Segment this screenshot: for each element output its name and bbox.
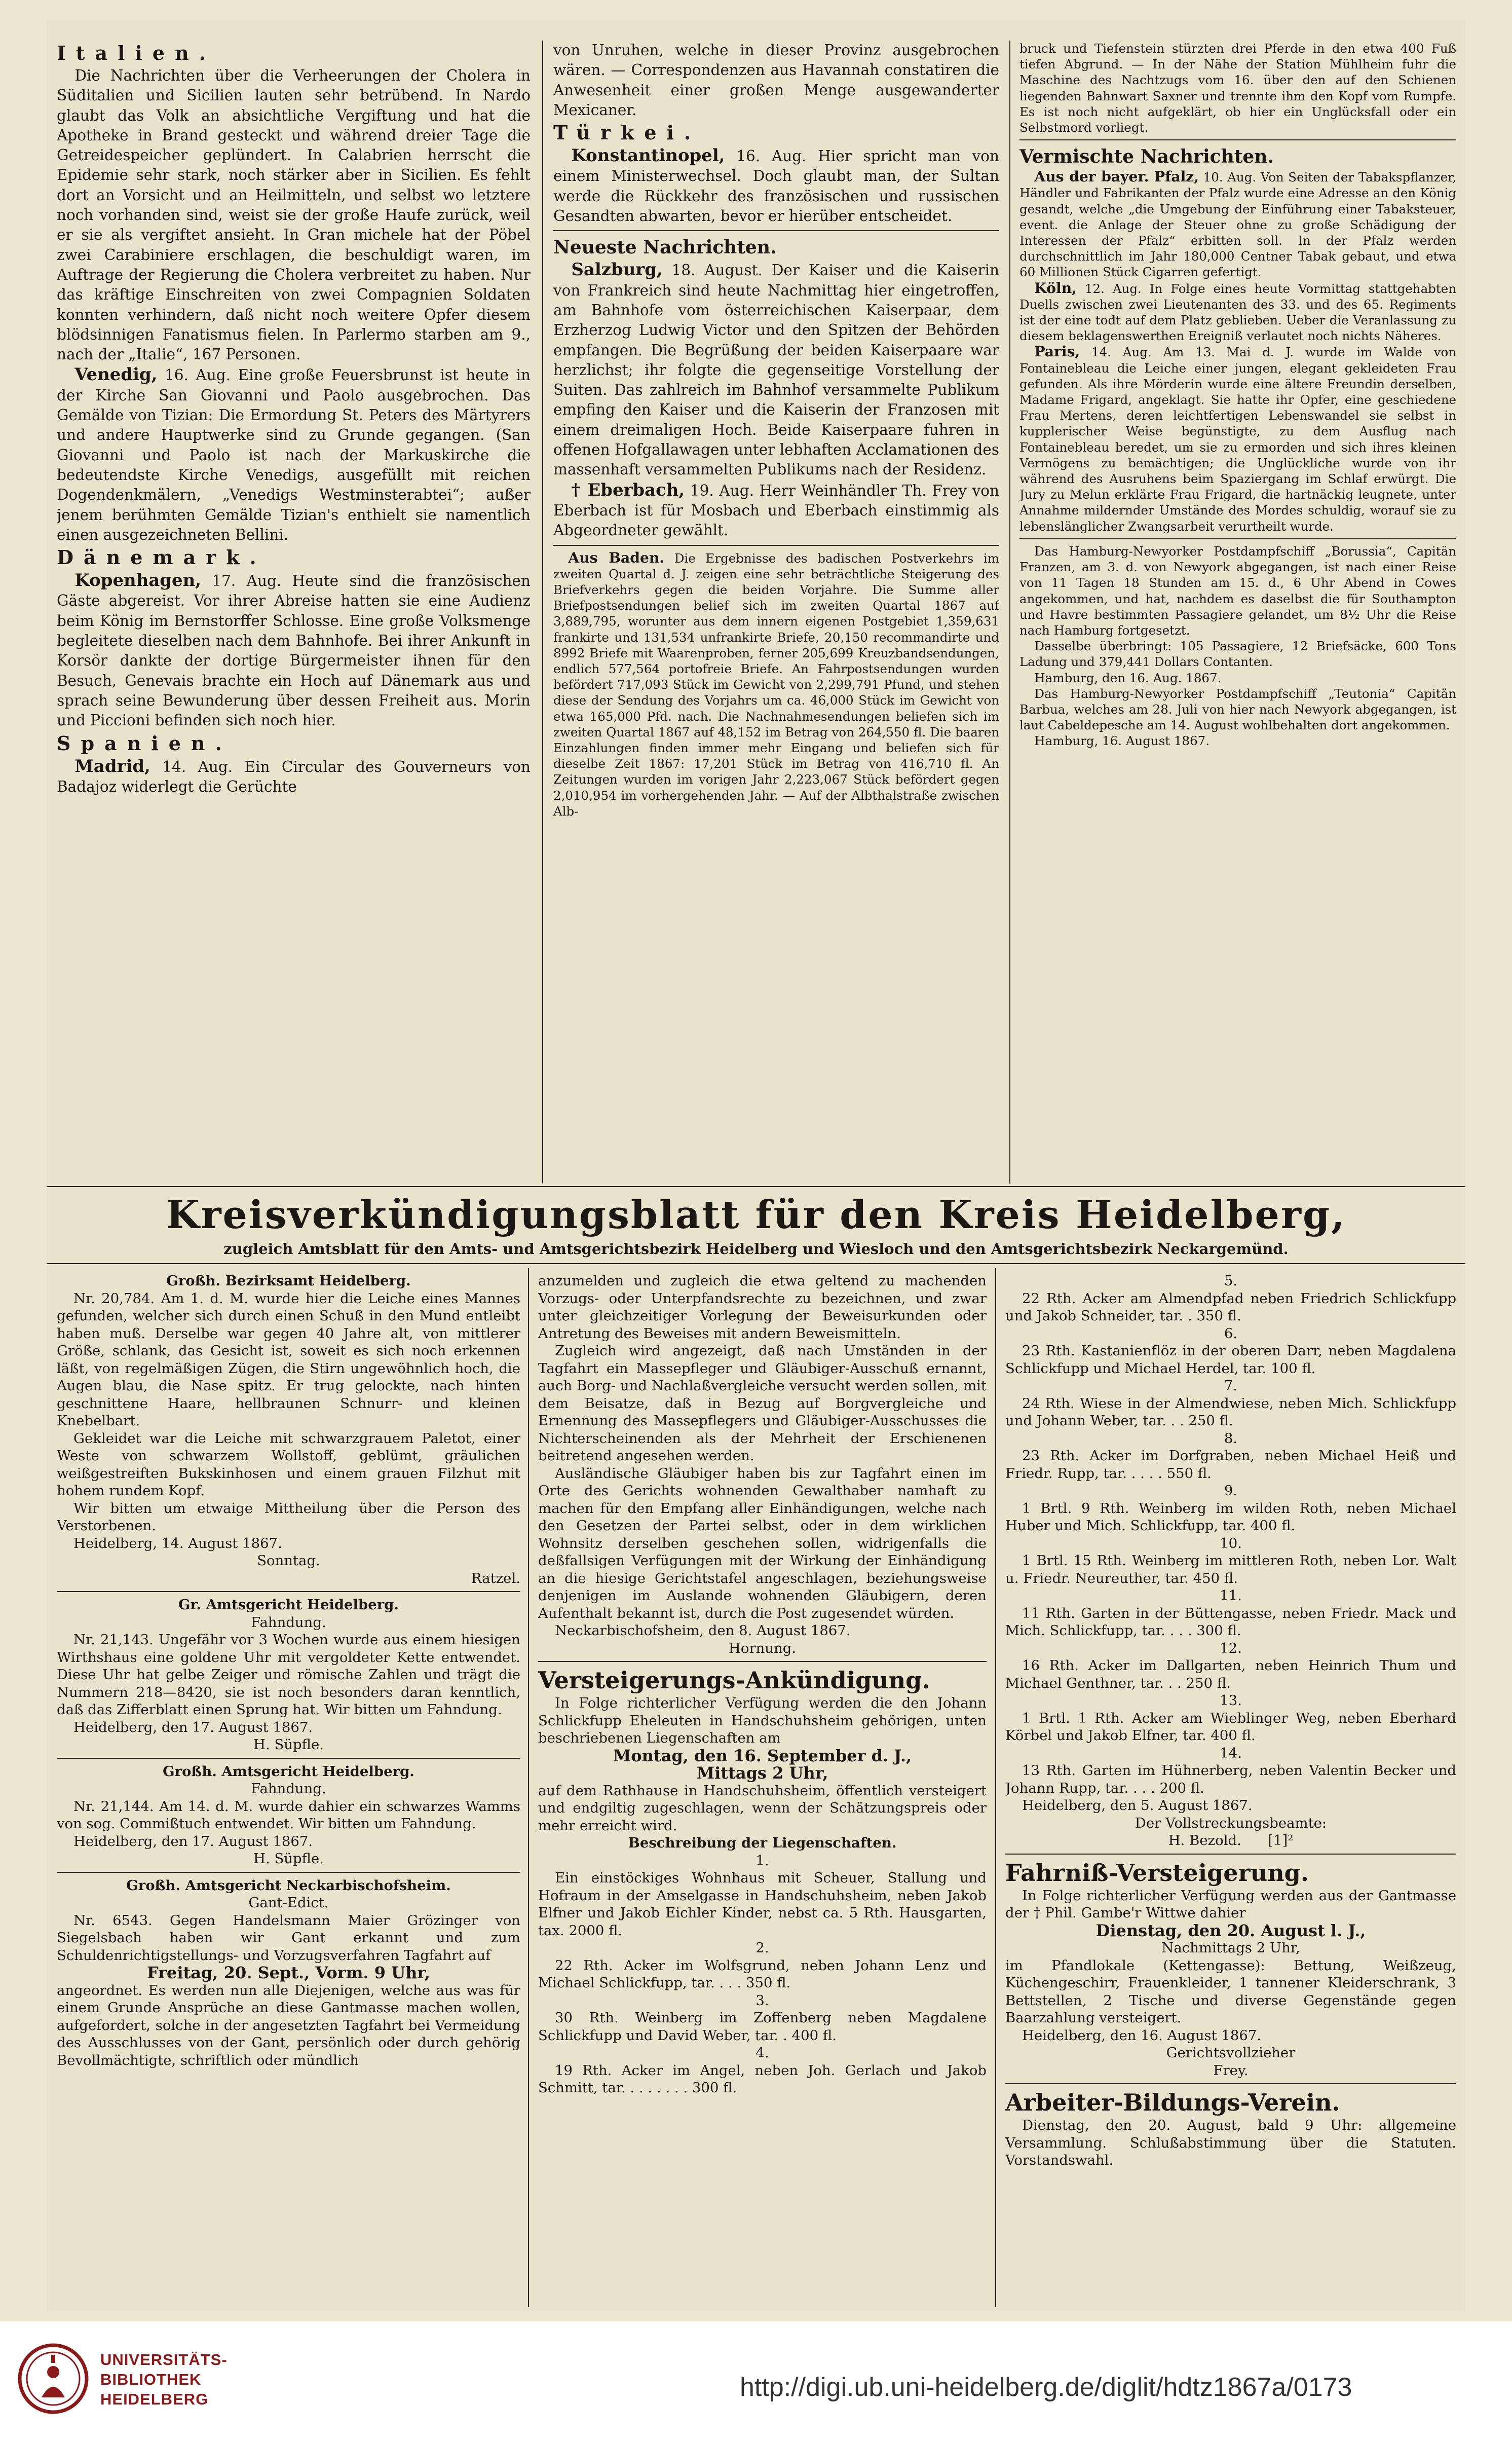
article-venedig (57, 364, 531, 545)
section-heading-vermischte: Vermischte Nachrichten. (1019, 146, 1274, 168)
notice-date: Heidelberg, den 17. August 1867. (73, 1833, 313, 1850)
auction-time: Mittags 2 Uhr, (696, 1763, 828, 1783)
lot-number: 11. (1220, 1587, 1242, 1604)
auction-heading: Fahrniß-Versteigerung. (1005, 1859, 1309, 1887)
divider (57, 1872, 520, 1873)
notice-text: Dienstag, den 20. August, bald 9 Uhr: allgemeine Versammlung. Schlußabstimmung über die Statuten. Vorstandswahl. (1005, 2117, 1456, 2168)
notice-text: Ausländische Gläubiger haben bis zur Tagfahrt einen im Orte des Gerichts wohnenden Gewalthaber namhaft zu machen für den Empfang aller Einhändigungen, welche nach den Gesetzen der Partei selbst, oder in dem wirklichen Wohnsitz derselben geschehen sollen, widrigenfalls die deßfallsigen Verfügungen mit der Wirkung der Einhändigung an die hiesige Gerichtstafel angeschlagen, beziehungsweise denjenigen im Auslande wohnenden Gläubigern, deren Aufenthalt bekannt ist, durch die Post zugesendet würden. (538, 1465, 987, 1621)
shipping-notice-cargo: Dasselbe überbringt: 105 Passagiere, 12 Briefsäcke, 600 Tons Ladung und 379,441 Dollars Contanten. (1019, 639, 1456, 670)
article-text: 14. Aug. Am 13. Mai d. J. wurde im Walde von Fontainebleau die Leiche einer jungen, elegant gekleideten Frau gefunden. Als ihre Mörderin wurde eine ältere Freundin derselben, Madame Frigard, angeklagt. Sie hatte ihr Opfer, eine geschiedene Frau Mertens, deren leichtfertigen Lebenswandel sie selbst in kupplerischer Weise begünstigte, zu dem Ausflug nach Fontainebleau beredet, um sie zu ermorden und sich ihres kleinen Vermögens zu bemächtigen; die Unglückliche wurde von ihr während des Ausruhens beim Spaziergang im Schlaf erwürgt. Die Jury zu Melun erklärte Frau Frigard, die hartnäckig leugnete, unter Annahme mildernder Umstände des Mordes schuldig, worauf sie zu lebenslänglicher Zwangsarbeit verurtheilt wurde. (1019, 345, 1456, 534)
article-continuation: von Unruhen, welche in dieser Provinz ausgebrochen wären. — Correspondenzen aus Havannah constatiren die Anwesenheit einer großen Menge ausgewanderter Mexicaner. (553, 42, 999, 119)
article-text: 12. Aug. In Folge eines heute Vormittag stattgehabten Duells zwischen zwei Lieutenanten des 33. und des 65. Regiments ist der eine todt auf dem Platz geblieben. Ueber die Veranlassung zu diesem beklagenswerthen Ereigniß verlautet noch nichts Näheres. (1019, 281, 1456, 344)
auction-heading: Versteigerungs-Ankündigung. (538, 1667, 930, 1694)
notice-text: Nr. 20,784. Am 1. d. M. wurde hier die Leiche eines Mannes gefunden, welcher sich durch einen Schuß in den Mund entleibt haben muß. Derselbe war gegen 40 Jahre alt, von mittlerer Größe, schlank, das Gesicht ist, soweit es sich noch erkennen läßt, von regelmäßigen Zügen, die Stirn ungewöhnlich hoch, die Augen blau, die Nase spitz. Er trug gelockte, nach hinten geschnittene Haare, hellbraunen Schnurr- und kleinen Knebelbart. (57, 1290, 520, 1429)
dateline-place: Aus Baden. (568, 549, 665, 566)
shipping-notice-borussia: Das Hamburg-Newyorker Postdampfschiff „Borussia“, Capitän Franzen, am 3. d. von Newyork abgegangen, ist nach einer Reise von 11 Tagen 18 Stunden am 15. d., 6 Uhr Abend in Cowes angekommen, und hat, nachdem es daselbst die für Southampton und Havre bestimmten Passagiere gelandet, um 8½ Uhr die Reise nach Hamburg fortgesetzt. (1019, 543, 1456, 638)
article-madrid (57, 756, 531, 797)
association-heading: Arbeiter-Bildungs-Verein. (1005, 2089, 1340, 2116)
column-rule (1009, 41, 1010, 1183)
notice-heading: Gr. Amtsgericht Heidelberg. (178, 1597, 399, 1613)
library-name (100, 2350, 228, 2409)
lot-number: 4. (755, 2045, 769, 2061)
lot-number: 9. (1224, 1483, 1238, 1499)
divider (1019, 538, 1456, 539)
lot-description: 1 Brtl. 15 Rth. Weinberg im mittleren Roth, neben Lor. Walt u. Friedr. Neureuther, tar. 450 fl. (1005, 1552, 1456, 1586)
lot-description: Ein einstöckiges Wohnhaus mit Scheuer, Stallung und Hofraum in der Amselgasse in Handschuhsheim, neben Jakob Elfner und Jakob Eichler Kinder, nebst ca. 5 Rth. Hausgarten, tax. 2000 fl. (538, 1870, 987, 1939)
lot-number: 13. (1220, 1692, 1242, 1709)
divider (538, 1661, 987, 1662)
shipping-notice-date: Hamburg, den 16. Aug. 1867. (1034, 670, 1222, 685)
library-footer (0, 2321, 1512, 2441)
auction-date: Montag, den 16. September d. J., (613, 1746, 912, 1765)
lot-description: 22 Rth. Acker im Wolfsgrund, neben Johann Lenz und Michael Schlickfupp, tar. . . . 350 fl. (538, 1957, 987, 1991)
divider (553, 545, 999, 546)
notices-column-3 (1005, 1272, 1456, 2306)
auction-date: Dienstag, den 20. August l. J., (1095, 1920, 1366, 1940)
divider (57, 1591, 520, 1592)
notice-signature: Frey. (1213, 2062, 1249, 2079)
notice-text: auf dem Rathhause in Handschuhsheim, öffentlich versteigert und endgiltig zugeschlagen, wenn der Schätzungspreis oder mehr erreicht wird. (538, 1782, 987, 1834)
university-seal-icon (15, 2341, 91, 2417)
lot-number: 2. (755, 1940, 769, 1956)
library-name-line: BIBLIOTHEK (100, 2371, 202, 2388)
lot-description: 22 Rth. Acker am Almendpfad neben Friedrich Schlickfupp und Jakob Schneider, tar. . 350 fl. (1005, 1290, 1456, 1324)
notice-text: In Folge richterlicher Verfügung werden aus der Gantmasse der † Phil. Gambe'r Wittwe dahier (1005, 1887, 1456, 1921)
lot-number: 10. (1220, 1535, 1242, 1551)
article-text: 14. Aug. Ein Circular des Gouverneurs von Badajoz widerlegt die Gerüchte (57, 758, 531, 795)
notice-signature: H. Süpfle. (253, 1736, 324, 1753)
section-heading-neueste: Neueste Nachrichten. (553, 237, 777, 258)
article-kopenhagen (57, 570, 531, 730)
notice-date-highlight: Freitag, 20. Sept., Vorm. 9 Uhr, (146, 1963, 431, 1982)
notice-date: Heidelberg, den 17. August 1867. (73, 1719, 313, 1735)
article-text: 18. August. Der Kaiser und die Kaiserin von Frankreich sind heute Nachmittag hier eingetroffen, am Bahnhofe vom österreichischen Kaiserpaar, dem Erzherzog Ludwig Victor und den Spitzen der Behörden empfangen. Die Begrüßung der beiden Kaiserpaare war herzlichst; ihr folgte die gegenseitige Vorstellung der Suiten. Das zahlreich im Bahnhof versammelte Publikum empfing den Kaiser und die Kaiserin der Franzosen mit einem dreimaligen Hoch. Beide Kaiserpaare fuhren in offenen Hofgallawagen unter lebhaften Acclamationen des massenhaft versammelten Publikums nach der Residenz. (553, 262, 999, 478)
notice-text: Nr. 21,144. Am 14. d. M. wurde dahier ein schwarzes Wamms von sog. Commißtuch entwendet. Wir bitten um Fahndung. (57, 1798, 520, 1832)
lot-description: 30 Rth. Weinberg im Zoffenberg neben Magdalene Schlickfupp und David Weber, tar. . 400 fl. (538, 2010, 987, 2044)
section-heading-daenemark: Dänemark. (57, 546, 267, 569)
notice-text: Nr. 6543. Gegen Handelsmann Maier Grözinger von Siegelsbach haben wir Gant erkannt und zum Schuldenrichtigstellungs- und Vorzugsverfahren Tagfahrt auf (57, 1912, 520, 1964)
notice-date: Heidelberg, 14. August 1867. (73, 1535, 282, 1551)
notice-date: Heidelberg, den 5. August 1867. (1022, 1797, 1253, 1814)
article-text: 10. Aug. Von Seiten der Tabakspflanzer, Händler und Fabrikanten der Pfalz wurde eine Adresse an den König gesandt, welche „die Umgebung der Einführung einer Tabaksteuer, event. die Anlage der Steuer ohne zu große Schädigung der Interessen der Pfalz“ erbitten soll. In der Pfalz werden durchschnittlich im Jahr 180,000 Centner Tabak gebaut, und etwa 60 Millionen Stück Cigarren gefertigt. (1019, 170, 1456, 280)
source-url-link[interactable]: http://digi.ub.uni-heidelberg.de/diglit/hdtz1867a/0173 (740, 2373, 1352, 2402)
article-eberbach (553, 480, 999, 541)
lot-description: 24 Rth. Wiese in der Almendwiese, neben Mich. Schlickfupp und Johann Weber, tar. . . 250 fl. (1005, 1395, 1456, 1429)
article-text: 16. Aug. Hier spricht man von einem Ministerwechsel. Doch glaubt man, der Sultan werde die Rückkehr des französischen und russischen Gesandten abwarten, bevor er hierüber entscheidet. (553, 147, 999, 225)
notice-text: Wir bitten um etwaige Mittheilung über die Person des Verstorbenen. (57, 1500, 520, 1534)
column-rule (542, 41, 543, 1183)
notice-signature: Hornung. (728, 1640, 797, 1656)
article-italien: Die Nachrichten über die Verheerungen der Cholera in Süditalien und Sicilien lauten sehr betrübend. In Nardo glaubt das Volk an absichtliche Vergiftung und hat die Apotheke in Brand gesteckt und während dreier Tage die Getreidespeicher geplündert. In Calabrien herrscht die Epidemie sehr stark, noch stärker aber in Sicilien. Es fehlt dort an Vorsicht und an Heilmitteln, und selbst wo letztere noch vorhanden sind, weist sie der große Haufe zurück, weil er sie als vergiftet ansieht. In Gran michele hat der Pöbel zwei Carabiniere erschlagen, die beschuldigt waren, im Auftrage der Regierung die Cholera verbreitet zu haben. Nur das kräftige Einschreiten von zwei Compagnien Soldaten konnten verhindern, daß nicht noch weitere Opfer diesem blödsinnigen Fanatismus fielen. In Parlermo starben am 9., nach der „Italie“, 167 Personen. (57, 67, 531, 363)
notice-heading: Großh. Bezirksamt Heidelberg. (166, 1273, 411, 1289)
article-baden (553, 550, 999, 819)
article-konstantinopel (553, 145, 999, 226)
masthead-title: Kreisverkündigungsblatt für den Kreis Heidelberg, (166, 1192, 1346, 1237)
article-text: 16. Aug. Eine große Feuersbrunst ist heute in der Kirche San Giovanni und Paolo ausgebrochen. Das Gemälde von Tizian: Die Ermordung St. Peters des Märtyrers und andere Hauptwerke sind zu Grunde gegangen. (San Giovanni und Paolo ist nach der Markuskirche die bedeutendste Kirche Venedigs, ausgefüllt mit reichen Dogendenkmälern, „Venedigs Westminsterabtei“; außer jenem berühmten Gemälde Tizian's enthielt sie namentlich einen ausgezeichneten Bellini. (57, 366, 531, 543)
notice-subheading: Beschreibung der Liegenschaften. (628, 1835, 897, 1851)
dateline-place: Salzburg, (571, 259, 663, 280)
lot-number: 14. (1220, 1745, 1242, 1761)
dateline-place: Venedig, (74, 364, 158, 385)
divider (57, 1758, 520, 1759)
lot-description: 13 Rth. Garten im Hühnerberg, neben Valentin Becker und Johann Rupp, tar. . . . 200 fl. (1005, 1762, 1456, 1796)
section-heading-spanien: Spanien. (57, 731, 232, 755)
notices-column-2 (538, 1272, 987, 2306)
lot-number: 12. (1220, 1640, 1242, 1656)
divider (1005, 2083, 1456, 2084)
notice-text: angeordnet. Es werden nun alle Diejenigen, welche aus was für einem Grunde Ansprüche an diese Gantmasse machen wollen, aufgefordert, solche in der angesetzten Tagfahrt bei Vermeidung des Ausschlusses von der Gant, persönlich oder durch gehörig Bevollmächtigte, schriftlich oder mündlich (57, 1982, 520, 2068)
notice-ref: [1]² (1268, 1832, 1294, 1848)
divider (1005, 1854, 1456, 1855)
notice-text: anzumelden und zugleich die etwa geltend zu machenden Vorzugs- oder Unterpfandsrechte zu bezeichnen, und zwar unter gleichzeitiger Vorlegung der Beweisurkunden oder Antretung des Beweises mit andern Beweismitteln. (538, 1273, 987, 1342)
lot-number: 3. (755, 1992, 769, 2009)
shipping-notice-teutonia: Das Hamburg-Newyorker Postdampfschiff „Teutonia“ Capitän Barbua, welches am 28. Juli von hier nach Newyork abgegangen, ist laut Cabeldepesche am 14. August wohlbehalten dort angekommen. (1019, 686, 1456, 733)
masthead-subtitle: zugleich Amtsblatt für den Amts- und Amtsgerichtsbezirk Heidelberg und Wiesloch und den Amtsgerichtsbezirk Neckargemünd. (223, 1240, 1289, 1258)
section-heading-italien: Italien. (57, 42, 216, 64)
notice-signature (1005, 1832, 1456, 1850)
library-logo[interactable] (15, 2341, 400, 2417)
article-koeln (1019, 280, 1456, 344)
notice-text: Gekleidet war die Leiche mit schwarzgrauem Paletot, einer Weste von schwarzem Wollstoff, geblümt, gräulichen weißgestreiften Bukskinhosen und einem grauen Filzhut mit hohem rundem Kopf. (57, 1430, 520, 1499)
lot-description: 11 Rth. Garten in der Büttengasse, neben Friedr. Mack und Mich. Schlickfupp, tar. . . . 300 fl. (1005, 1605, 1456, 1639)
divider (1019, 139, 1456, 140)
notice-subheading: Gant-Edict. (248, 1895, 329, 1911)
notice-date: Heidelberg, den 16. August 1867. (1022, 2027, 1262, 2044)
lot-number: 6. (1224, 1325, 1238, 1342)
article-pfalz (1019, 169, 1456, 280)
lot-description: 1 Brtl. 9 Rth. Weinberg im wilden Roth, neben Michael Huber und Mich. Schlickfupp, tar. 400 fl. (1005, 1500, 1456, 1534)
lot-description: 16 Rth. Acker im Dallgarten, neben Heinrich Thum und Michael Genthner, tar. . . 250 fl. (1005, 1657, 1456, 1691)
section-heading-tuerkei: Türkei. (553, 121, 701, 144)
article-continuation: bruck und Tiefenstein stürzten drei Pferde in den etwa 400 Fuß tiefen Abgrund. — In der Nähe der Station Mühlheim fuhr die Maschine des Nachtzugs vom 16. über den auf den Schienen liegenden Bahnwart Saxner und trennte ihm den Kopf vom Rumpfe. Es ist noch nicht aufgeklärt, ob hier ein Unglücksfall oder ein Selbstmord vorliegt. (1019, 41, 1456, 135)
notices-column-1 (57, 1272, 520, 2306)
notice-signature: Ratzel. (471, 1570, 520, 1586)
notice-signature: H. Süpfle. (253, 1851, 324, 1867)
column-rule (995, 1268, 996, 2307)
lot-number: 1. (755, 1852, 769, 1869)
notice-signature-role: Gerichtsvollzieher (1166, 2045, 1296, 2061)
column-3 (1019, 41, 1456, 1181)
lot-description: 1 Brtl. 1 Rth. Acker am Wieblinger Weg, neben Eberhard Körbel und Jakob Elfner, tar. 400 fl. (1005, 1710, 1456, 1744)
article-text: 17. Aug. Heute sind die französischen Gäste abgereist. Vor ihrer Abreise hatten sie eine Audienz beim König im Bernstorffer Schlosse. Eine große Volksmenge begleitete dieselben nach dem Bahnhofe. Bei ihrer Ankunft in Korsör dankte der dortige Bürgermeister ihnen für den Besuch, Genevais brachte ein Hoch auf Dänemark aus und sprach seine Bewunderung über dessen Freiheit aus. Morin und Piccioni befinden sich noch hier. (57, 572, 531, 729)
masthead-rule-bottom (47, 1263, 1465, 1264)
column-1 (57, 41, 531, 1181)
dateline-place: Köln, (1034, 279, 1077, 297)
lot-number: 7. (1224, 1378, 1238, 1394)
notice-text: im Pfandlokale (Kettengasse): Bettung, Weißzeug, Küchengeschirr, Frauenkleider, 1 tannener Kleiderschrank, 3 Bettstellen, 2 Tische und diverse Gegenstände gegen Baarzahlung versteigert. (1005, 1957, 1456, 2026)
article-text: Die Ergebnisse des badischen Postverkehrs im zweiten Quartal d. J. zeigen eine sehr beträchtliche Steigerung des Briefverkehrs gegen die beiden Vorjahre. Die Summe aller Briefpostsendungen belief sich im zweiten Quartal 1867 auf 3,889,795, worunter aus dem innern eigenen Postgebiet 1,359,631 frankirte und 131,534 unfrankirte Briefe, 20,150 recommandirte und 8992 Briefe mit Waarenproben, ferner 205,699 Kreuzbandsendungen, endlich 577,564 portofreie Briefe. An Fahrpostsendungen wurden befördert 717,093 Stück im Gewicht von 2,299,791 Pfund, und stehen diese der Sendung des Vorjahrs um ca. 46,000 Stück im Gewicht von etwa 165,000 Pfd. nach. Die Nachnahmesendungen beliefen sich im zweiten Quartal 1867 auf 48,152 im Betrag von 264,550 fl. Die baaren Einzahlungen finden immer mehr Eingang und beliefen sich für dieselbe Zeit 1867: 17,201 Stück im Betrag von 416,710 fl. An Zeitungen wurden im vorigen Jahr 2,223,067 Stück befördert gegen 2,010,954 im vorhergehenden Jahr. — Auf der Albthalstraße zwischen Alb- (553, 550, 999, 819)
column-rule (528, 1268, 529, 2307)
lot-number: 5. (1224, 1273, 1238, 1289)
notice-subheading: Fahndung. (251, 1614, 326, 1631)
auction-time: Nachmittags 2 Uhr, (1161, 1940, 1300, 1956)
dateline-place: Aus der bayer. Pfalz, (1034, 168, 1199, 186)
lot-description: 23 Rth. Acker im Dorfgraben, neben Michael Heiß und Friedr. Rupp, tar. . . . . 550 fl. (1005, 1448, 1456, 1482)
masthead-rule-top (47, 1186, 1465, 1187)
lot-number: 8. (1224, 1430, 1238, 1447)
divider (553, 230, 999, 231)
notice-signature: Sonntag. (257, 1552, 320, 1569)
library-name-line: HEIDELBERG (100, 2390, 209, 2408)
dateline-place: Konstantinopel, (571, 145, 725, 166)
signature-name: H. Bezold. (1168, 1832, 1241, 1848)
dateline-place: Kopenhagen, (74, 570, 202, 590)
notice-text: Zugleich wird angezeigt, daß nach Umständen in der Tagfahrt ein Massepfleger und Gläubiger-Ausschuß ernannt, auch Borg- und Nachlaßvergleiche versucht werden sollen, mit dem Beisatze, daß in Bezug auf Borgvergleiche und Ernennung des Massepflegers und Gläubiger-Ausschusses die Nichterscheinenden als der Mehrheit der Erschienenen beitretend angesehen werden. (538, 1343, 987, 1464)
notice-text: In Folge richterlicher Verfügung werden die den Johann Schlickfupp Eheleuten in Handschuhsheim gehörigen, unten beschriebenen Liegenschaften am (538, 1695, 987, 1746)
library-name-line: UNIVERSITÄTS- (100, 2351, 228, 2369)
article-salzburg (553, 260, 999, 479)
article-paris (1019, 344, 1456, 534)
dateline-place: Madrid, (74, 755, 150, 776)
notice-heading: Großh. Amtsgericht Heidelberg. (163, 1763, 414, 1780)
shipping-notice-date: Hamburg, 16. August 1867. (1034, 733, 1210, 749)
dateline-place: † Eberbach, (571, 479, 685, 500)
dateline-place: Paris, (1034, 343, 1080, 360)
lot-description: 19 Rth. Acker im Angel, neben Joh. Gerlach und Jakob Schmitt, tar. . . . . . . . 300 fl. (538, 2062, 987, 2096)
notice-subheading: Fahndung. (251, 1781, 326, 1797)
notice-heading: Großh. Amtsgericht Neckarbischofsheim. (126, 1877, 451, 1894)
column-2 (553, 41, 999, 1181)
newspaper-page (47, 20, 1465, 2311)
notice-text: Nr. 21,143. Ungefähr vor 3 Wochen wurde aus einem hiesigen Wirthshaus eine goldene Uhr mit vergoldeter Kette entwendet. Diese Uhr hat gelbe Zeiger und römische Zahlen und trägt die Nummern 218—8420, sie ist noch besonders daran kenntlich, daß das Zifferblatt einen Sprung hat. Wir bitten um Fahndung. (57, 1632, 520, 1718)
lot-description: 23 Rth. Kastanienflöz in der oberen Darr, neben Magdalena Schlickfupp und Michael Herdel, tar. 100 fl. (1005, 1343, 1456, 1377)
notice-signature-role: Der Vollstreckungsbeamte: (1135, 1815, 1327, 1831)
article-text: 19. Aug. Herr Weinhändler Th. Frey von Eberbach ist für Mosbach und Eberbach einstimmig als Abgeordneter gewählt. (553, 482, 999, 539)
notice-date: Neckarbischofsheim, den 8. August 1867. (555, 1622, 851, 1639)
